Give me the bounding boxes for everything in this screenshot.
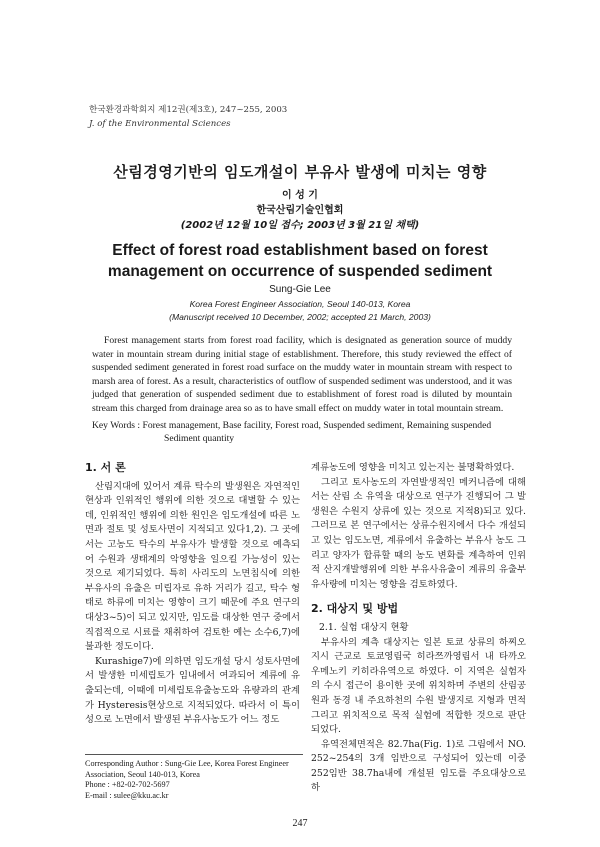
section-1-heading: 1. 서 론 — [85, 461, 126, 474]
footnote-email: E-mail : sulee@kku.ac.kr — [85, 790, 169, 800]
korean-affiliation: 한국산림기술인협회 — [256, 205, 344, 216]
journal-english: J. of the Environmental Sciences — [89, 119, 231, 129]
right-column — [311, 461, 526, 796]
korean-title: 산림경영기반의 임도개설이 부유사 발생에 미치는 영향 — [113, 163, 487, 181]
intro-paragraph-4: 그리고 토사농도의 자연발생적인 메커니즘에 대해서는 산림 소 유역을 대상으로 연구가 진행되어 그 발생원은 수원지 상류에 있는 것으로 지적8)되고 있다. 그러므로 본 연구에서는 상류수원지에서 다수 개설되고 있는 임도노면, 계류에서 유출하는 부유사 농도 그리고 양자가 합류할 때의 농도 변화를 계측하여 인위적 산지개발행위에 의한 부유사유출이 계류의 유출부유사량에 미치는 영향을 검토하였다. — [311, 476, 526, 590]
english-title-line1: Effect of forest road establishment based on forest — [112, 242, 488, 259]
korean-dates: (2002년 12월 10일 접수; 2003년 3월 21일 채택) — [180, 220, 420, 231]
korean-author: 이 성 기 — [282, 190, 318, 201]
left-column — [85, 461, 300, 728]
journal-header — [89, 103, 287, 131]
journal-korean: 한국환경과학회지 제12권(제3호), 247~255, 2003 — [89, 105, 288, 115]
footnote-author: Corresponding Author : Sung-Gie Lee, Korea Forest Engineer Association, Seoul 140-013, Korea — [85, 759, 289, 779]
intro-paragraph-2: Kurashige7)에 의하면 임도개설 당시 성토사면에서 발생한 미세립토가 임내에서 여과되어 계류에 유출되는데, 이때에 미세립토유출농도와 유량과의 관계가 Hysteresis현상으로 지적되었다. 따라서 이 특이성으로 노면에서 발생된 부유사농도가 어느 정도 — [85, 655, 300, 726]
english-dates: (Manuscript received 10 December, 2002; accepted 21 March, 2003) — [169, 312, 431, 322]
section-2-heading: 2. 대상지 및 방법 — [311, 602, 399, 616]
intro-paragraph-1: 산림지대에 있어서 계류 탁수의 발생원은 자연적인 현상과 인위적인 행위에 의한 것으로 대별할 수 있는데, 인위적인 행위에 의한 원인은 임도개설에 따른 노면과 절토 및 성토사면이 지적되고 있다1,2). 그 곳에서는 고농도 탁수의 부유사가 발생할 것으로 예측되어 수원과 생태계의 악영향을 일으킬 가능성이 있는 것으로 제기되었다. 특히 사리도의 노면침식에 의한 부유사의 유출은 미립자로 유하 거리가 길고, 탁수 형태로 하류에 미치는 영향이 크기 때문에 주요 연구의 대상3~5)이 되고 있지만, 임도를 대상한 연구 중에서 직접적으로 시료를 채취하여 검토한 예는 소수6,7)에 불과한 정도이다. — [85, 480, 300, 653]
subsection-2-1-heading: 2.1. 실험 대상지 현황 — [319, 621, 409, 633]
methods-paragraph-2: 유역전체면적은 82.7ha(Fig. 1)로 그림에서 NO. 252~254의 3개 임반으로 구성되어 있는데 이중 252임반 38.7ha내에 개설된 임도를 주요대상으로 하 — [311, 738, 526, 794]
abstract: Forest management starts from forest road facility, which is designated as generation source of muddy water in mountain stream during initial stage of establishment. Therefore, this study reviewed the effect of suspended sediment generated in forest road surface on the muddy water in mountain stream with respect to marsh area of forest. As a result, characteristics of outflow of suspended sediment was understood, and it was judged that generation of suspended sediment due to establishment of forest road is diluted by mountain stream this charged from drainage area so as to have small effect on muddy water in total mountain stream. — [92, 335, 512, 414]
keywords: Key Words : Forest management, Base facility, Forest road, Suspended sediment, Remaining suspended Sediment quantity — [92, 420, 492, 444]
methods-paragraph-1: 부유사의 계측 대상지는 일본 토쿄 상류의 하찌오지시 근교로 토쿄영림국 히라쯔까영림서 내 타까오 우메노키 키히라유역으로 하였다. 이 지역은 실험자의 수시 접근이 용이한 곳에 위치하며 주변의 산림공원과 동경 내 주요하천의 수원 발생지로 지형과 면적 그리고 위치적으로 목적 실험에 적합한 것으로 판단되었다. — [311, 636, 526, 736]
corresponding-author-footnote — [85, 754, 303, 801]
english-title — [0, 240, 600, 282]
english-title-line2: management on occurrence of suspended sediment — [107, 263, 493, 280]
english-author: Sung-Gie Lee — [269, 284, 331, 295]
footnote-phone: Phone : +82-02-702-5697 — [85, 780, 170, 790]
english-affiliation: Korea Forest Engineer Association, Seoul 140-013, Korea — [189, 299, 411, 309]
intro-paragraph-3: 계류농도에 영향을 미치고 있는지는 불명확하였다. — [311, 462, 515, 473]
page-number: 247 — [292, 818, 308, 829]
